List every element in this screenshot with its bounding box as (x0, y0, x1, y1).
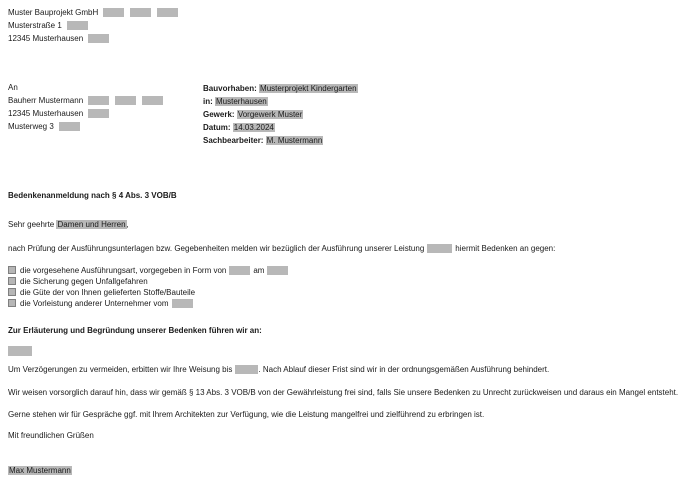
project-label: Datum: (203, 123, 231, 132)
salutation-suffix: , (126, 220, 129, 229)
closing-line: Mit freundlichen Grüßen (8, 431, 94, 440)
project-value-field[interactable]: Vorgewerk Muster (237, 110, 303, 119)
project-row-sachbearbeiter (203, 134, 358, 147)
concern-text-am: am (253, 266, 265, 275)
concern-item-sicherung (8, 276, 291, 287)
document-title: Bedenkenanmeldung nach § 4 Abs. 3 VOB/B (8, 191, 177, 200)
concern-text: die Sicherung gegen Unfallgefahren (20, 277, 148, 286)
concern-item-ausfuehrungsart (8, 265, 291, 276)
deadline-text-before: Um Verzögerungen zu vermeiden, erbitten wir Ihre Weisung bis (8, 365, 233, 374)
recipient-field-3[interactable] (142, 96, 163, 105)
concern-item-guete (8, 287, 291, 298)
intro-text-before: nach Prüfung der Ausführungsunterlagen bzw. Gegebenheiten melden wir bezüglich der Ausführung unserer Leistung (8, 244, 425, 253)
sender-field-3[interactable] (157, 8, 178, 17)
recipient-street-field[interactable] (59, 122, 80, 131)
am-datum-field[interactable] (267, 266, 288, 275)
recipient-line-street (8, 120, 166, 133)
signature-name-field[interactable]: Max Mustermann (9, 466, 71, 475)
concerns-list (8, 265, 291, 309)
project-row-in (203, 95, 358, 108)
deadline-paragraph (8, 365, 549, 375)
recipient-city-field[interactable] (88, 109, 109, 118)
project-value-field[interactable]: Musterhausen (216, 97, 267, 106)
warranty-paragraph: Wir weisen vorsorglich darauf hin, dass wir gemäß § 13 Abs. 3 VOB/B von der Gewährleistung frei sind, falls Sie unsere Bedenken zu Unrecht zurückweisen und daraus ein Mangel entsteht. (8, 388, 679, 397)
sender-field-1[interactable] (103, 8, 124, 17)
project-info-block (203, 82, 358, 147)
recipient-street: Musterweg 3 (8, 122, 54, 131)
project-row-datum (203, 121, 358, 134)
salutation-prefix: Sehr geehrte (8, 220, 57, 229)
vorleistung-datum-field[interactable] (172, 299, 193, 308)
recipient-city: 12345 Musterhausen (8, 109, 84, 118)
sender-street-field[interactable] (67, 21, 88, 30)
intro-paragraph (8, 244, 555, 254)
deadline-text-after: . Nach Ablauf dieser Frist sind wir in der ordnungsgemäßen Ausführung behindert. (258, 365, 550, 374)
signature-line (8, 466, 72, 476)
sender-company: Muster Bauprojekt GmbH (8, 8, 99, 17)
recipient-line-city (8, 107, 166, 120)
project-label: in: (203, 97, 213, 106)
sender-city: 12345 Musterhausen (8, 34, 84, 43)
form-von-field[interactable] (229, 266, 250, 275)
recipient-intro: An (8, 83, 18, 92)
project-row-gewerk (203, 108, 358, 121)
recipient-field-1[interactable] (88, 96, 109, 105)
recipient-block (8, 81, 166, 133)
project-label: Bauvorhaben: (203, 84, 257, 93)
concern-item-vorleistung (8, 298, 291, 309)
concern-text: die Vorleistung anderer Unternehmer vom (20, 299, 169, 308)
explanation-field[interactable] (8, 346, 32, 356)
sender-city-field[interactable] (88, 34, 109, 43)
talks-paragraph: Gerne stehen wir für Gespräche ggf. mit Ihrem Architekten zur Verfügung, wie die Leistung mangelfrei und zielführend zu erbringen ist. (8, 410, 485, 419)
salutation-line (8, 220, 129, 230)
checkbox-sicherung[interactable] (8, 277, 16, 285)
explanation-heading: Zur Erläuterung und Begründung unserer Bedenken führen wir an: (8, 326, 262, 335)
project-row-bauvorhaben (203, 82, 358, 95)
project-label: Sachbearbeiter: (203, 136, 264, 145)
sender-line-company (8, 6, 181, 19)
sender-line-street (8, 19, 181, 32)
project-label: Gewerk: (203, 110, 235, 119)
project-value-field[interactable]: 14.03.2024 (233, 123, 274, 132)
recipient-field-2[interactable] (115, 96, 136, 105)
checkbox-guete[interactable] (8, 288, 16, 296)
recipient-line-name (8, 94, 166, 107)
sender-block (8, 6, 181, 45)
sender-street: Musterstraße 1 (8, 21, 62, 30)
project-value-field[interactable]: Musterprojekt Kindergarten (260, 84, 357, 93)
sender-field-2[interactable] (130, 8, 151, 17)
project-value-field[interactable]: M. Mustermann (266, 136, 323, 145)
concern-text: die vorgesehene Ausführungsart, vorgegeben in Form von (20, 266, 227, 275)
leistung-field[interactable] (427, 244, 452, 253)
concern-text: die Güte der von Ihnen gelieferten Stoffe/Bauteile (20, 288, 196, 297)
salutation-name-field[interactable]: Damen und Herren (57, 220, 126, 229)
recipient-name: Bauherr Mustermann (8, 96, 84, 105)
weisung-frist-field[interactable] (235, 365, 258, 374)
checkbox-vorleistung[interactable] (8, 299, 16, 307)
intro-text-after: hiermit Bedenken an gegen: (455, 244, 556, 253)
checkbox-ausfuehrungsart[interactable] (8, 266, 16, 274)
sender-line-city (8, 32, 181, 45)
